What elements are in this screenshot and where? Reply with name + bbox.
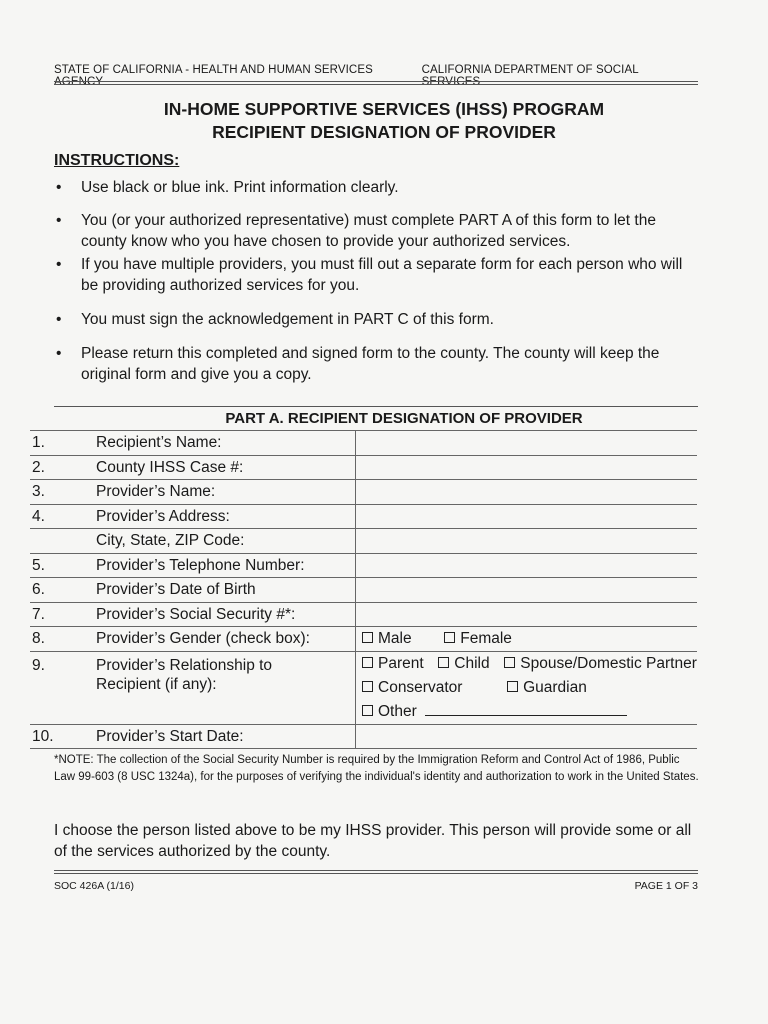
parent-checkbox[interactable] (362, 657, 373, 668)
title-line-1: IN-HOME SUPPORTIVE SERVICES (IHSS) PROGRAM (163, 99, 605, 119)
recipient-name-field[interactable] (356, 431, 698, 456)
form-id: SOC 426A (1/16) (54, 880, 134, 892)
table-row: 9. Provider’s Relationship to Recipient (if any): Parent Child Spouse/Domestic Partner Conservator Guardian Other (30, 651, 697, 724)
provider-address-field[interactable] (356, 504, 698, 529)
table-row: 7. Provider’s Social Security #*: (30, 602, 697, 627)
footer-rule-2 (54, 873, 698, 874)
conservator-checkbox[interactable] (362, 681, 373, 692)
bullet-icon: • (56, 212, 62, 229)
table-row: 6. Provider’s Date of Birth (30, 578, 697, 603)
other-checkbox[interactable] (362, 705, 373, 716)
ssn-note: *NOTE: The collection of the Social Security Number is required by the Immigration Reform and Control Act of 1986, Public Law 99-603 (8 USC 1324a), for the purposes of verifying the individual's identity and authorization to work in the United States. (54, 754, 699, 783)
table-row: 4. Provider’s Address: (30, 504, 697, 529)
male-checkbox[interactable] (362, 632, 373, 643)
instruction-item: • Use black or blue ink. Print information clearly. (56, 179, 399, 196)
instruction-item: • Please return this completed and signed form to the county. The county will keep the original form and give you a copy. (56, 345, 660, 383)
part-a-top-rule (54, 406, 698, 407)
footer-rule (54, 870, 698, 871)
choose-statement: I choose the person listed above to be my IHSS provider. This person will provide some or all of the services authorized by the county. (54, 822, 692, 860)
page-number: PAGE 1 OF 3 (634, 880, 698, 892)
instructions-list (54, 177, 702, 385)
female-checkbox[interactable] (444, 632, 455, 643)
instruction-item: • If you have multiple providers, you must fill out a separate form for each person who will be providing authorized services for you. (56, 256, 683, 294)
city-state-zip-field[interactable] (356, 529, 698, 554)
table-row: 1. Recipient’s Name: (30, 431, 697, 456)
child-checkbox[interactable] (438, 657, 449, 668)
part-a-table (30, 430, 697, 749)
agency-left: STATE OF CALIFORNIA - HEALTH AND HUMAN SERVICES AGENCY (54, 64, 373, 88)
table-row: 10. Provider’s Start Date: (30, 724, 697, 749)
table-row: 3. Provider’s Name: (30, 480, 697, 505)
table-row: City, State, ZIP Code: (30, 529, 697, 554)
provider-phone-field[interactable] (356, 553, 698, 578)
instruction-item: • You (or your authorized representative) must complete PART A of this form to let the county know who you have chosen to provide your authorized services. (56, 212, 656, 250)
bullet-icon: • (56, 345, 62, 362)
table-row: 2. County IHSS Case #: (30, 455, 697, 480)
instruction-item: • You must sign the acknowledgement in PART C of this form. (56, 311, 494, 328)
provider-name-field[interactable] (356, 480, 698, 505)
case-number-field[interactable] (356, 455, 698, 480)
instructions-heading: INSTRUCTIONS: (54, 152, 180, 169)
bullet-icon: • (56, 256, 62, 273)
relationship-options: Parent Child Spouse/Domestic Partner Conservator Guardian Other (356, 651, 698, 724)
agency-right: CALIFORNIA DEPARTMENT OF SOCIAL SERVICES (421, 64, 639, 88)
part-a-title: PART A. RECIPIENT DESIGNATION OF PROVIDER (225, 410, 583, 427)
bullet-icon: • (56, 179, 62, 196)
start-date-field[interactable] (356, 724, 698, 749)
title-line-2: RECIPIENT DESIGNATION OF PROVIDER (212, 122, 556, 142)
provider-ssn-field[interactable] (356, 602, 698, 627)
header-rule-2 (54, 84, 698, 85)
bullet-icon: • (56, 311, 62, 328)
table-row: 8. Provider’s Gender (check box): Male Female (30, 627, 697, 652)
header-rule (54, 81, 698, 82)
provider-dob-field[interactable] (356, 578, 698, 603)
footer (54, 880, 698, 892)
gender-options: Male Female (356, 627, 698, 652)
spouse-checkbox[interactable] (504, 657, 515, 668)
other-relationship-field[interactable] (425, 703, 627, 716)
table-row: 5. Provider’s Telephone Number: (30, 553, 697, 578)
guardian-checkbox[interactable] (507, 681, 518, 692)
form-title (0, 98, 768, 144)
